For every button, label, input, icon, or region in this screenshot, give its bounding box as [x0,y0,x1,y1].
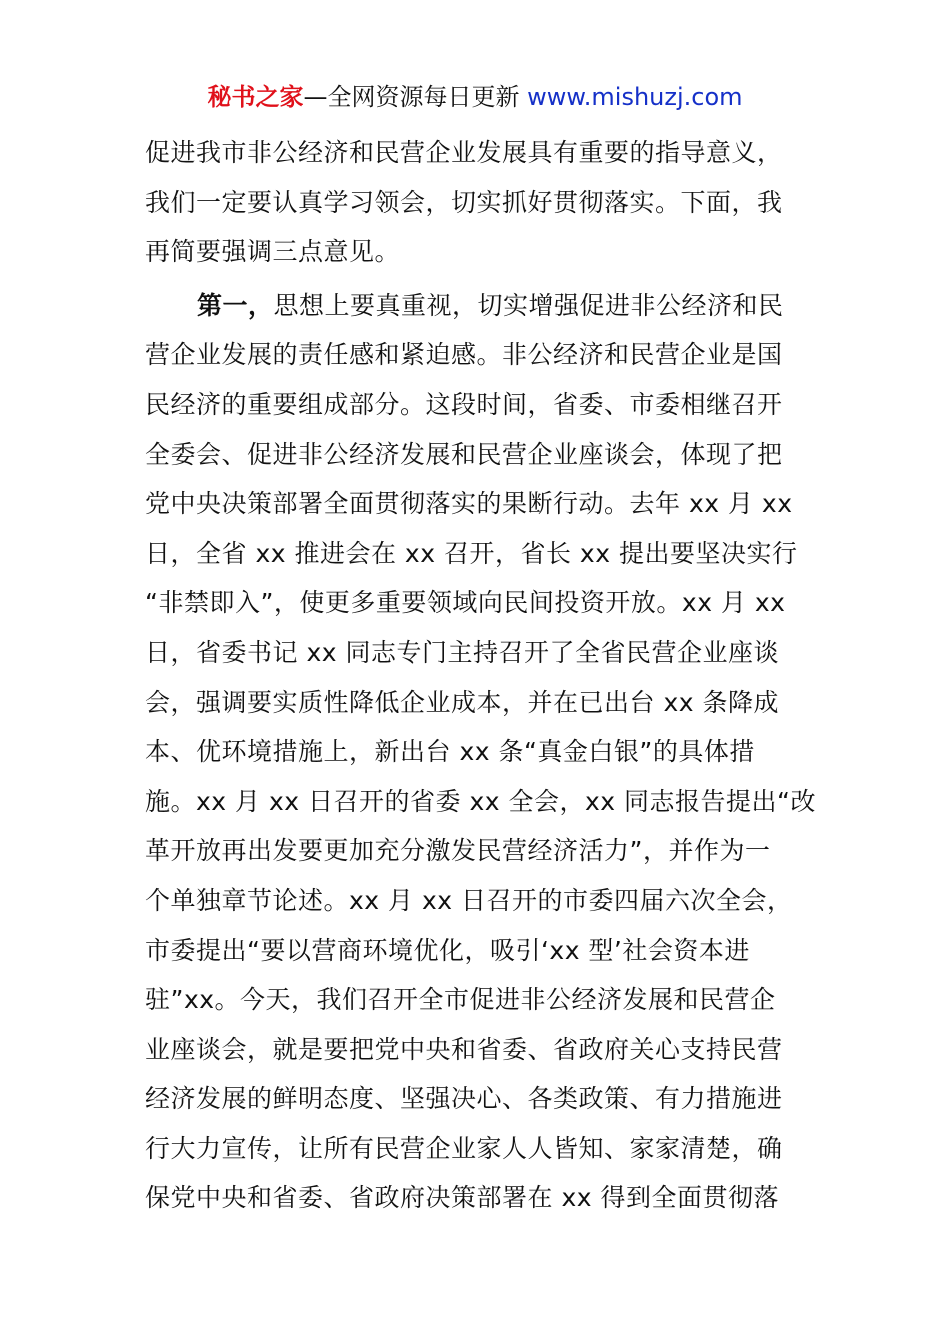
text-line: 市委提出“要以营商环境优化，吸引‘xx 型’社会资本进 [145,935,750,965]
text-line: 个单独章节论述。xx 月 xx 日召开的市委四届六次全会， [145,885,793,915]
text-line: 全委会、促进非公经济发展和民营企业座谈会，体现了把 [145,439,783,469]
text-line: “非禁即入”，使更多重要领域向民间投资开放。xx 月 xx [145,588,786,618]
site-url-link[interactable]: www.mishuzj.com [527,83,743,111]
document-body [145,128,816,1223]
text-line: 本、优环境措施上，新出台 xx 条“真金白银”的具体措 [145,737,755,767]
text-line: 经济发展的鲜明态度、坚强决心、各类政策、有力措施进 [145,1084,783,1114]
text-line: 施。xx 月 xx 日召开的省委 xx 全会，xx 同志报告提出“改 [145,786,816,816]
text-line: 行大力宣传，让所有民营企业家人人皆知、家家清楚，确 [145,1133,783,1163]
text-line: 促进我市非公经济和民营企业发展具有重要的指导意义， [145,138,783,167]
text-line: 会，强调要实质性降低企业成本，并在已出台 xx 条降成 [145,687,779,717]
paragraph-2 [145,281,816,1223]
header-tagline: —全网资源每日更新 [303,83,528,111]
text-line: 驻”xx。今天，我们召开全市促进非公经济发展和民营企 [145,985,776,1015]
text-line: 再简要强调三点意见。 [145,237,401,267]
paragraph-first-line-rest: 思想上要真重视，切实增强促进非公经济和民 [273,290,784,320]
text-line [145,281,807,331]
text-line: 业座谈会，就是要把党中央和省委、省政府关心支持民营 [145,1034,783,1064]
paragraph-1 [145,128,807,277]
text-line: 日，全省 xx 推进会在 xx 召开，省长 xx 提出要坚决实行 [145,538,798,568]
text-line: 日，省委书记 xx 同志专门主持召开了全省民营企业座谈 [145,637,779,667]
text-line: 党中央决策部署全面贯彻落实的果断行动。去年 xx 月 xx [145,489,793,519]
text-line: 我们一定要认真学习领会，切实抓好贯彻落实。下面，我 [145,187,783,217]
text-line: 民经济的重要组成部分。这段时间，省委、市委相继召开 [145,389,783,419]
brand-name: 秘书之家 [207,83,304,111]
page-header [0,82,950,112]
text-line: 保党中央和省委、省政府决策部署在 xx 得到全面贯彻落 [145,1183,779,1213]
text-line: 革开放再出发要更加充分激发民营经济活力”，并作为一 [145,836,771,866]
paragraph-lead: 第一， [197,290,274,320]
text-line: 营企业发展的责任感和紧迫感。非公经济和民营企业是国 [145,340,783,370]
